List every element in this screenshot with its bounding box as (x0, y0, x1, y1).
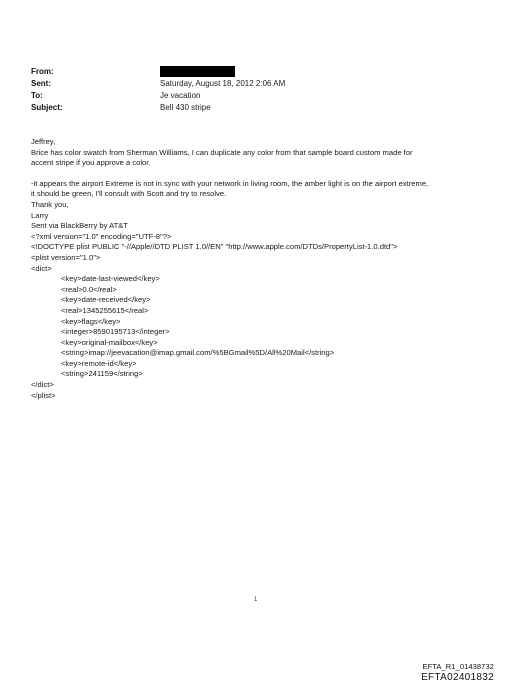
greeting: Jeffrey, (31, 137, 56, 146)
sent-via-line: Sent via BlackBerry by AT&T (31, 221, 128, 231)
dict-close-tag: </dict> (31, 380, 54, 390)
to-label: To: (31, 91, 43, 100)
plist-close-tag: </plist> (31, 390, 56, 400)
plist-line: <real>1345255615</real> (61, 305, 149, 315)
subject-label: Subject: (31, 103, 63, 112)
redaction-box (160, 66, 235, 77)
plist-line: <key>date-last-viewed</key> (61, 274, 160, 284)
thanks-line: Thank you, (31, 199, 69, 209)
plist-line: <real>0.0</real> (61, 284, 117, 294)
sent-label: Sent: (31, 79, 51, 88)
from-label: From: (31, 67, 54, 76)
body-line: it should be green, I'll consult with Scott and try to resolve. (31, 189, 227, 199)
body-line: -it appears the airport Extreme is not in sync with your network in living room, the amber light is on the airport extreme, (31, 178, 429, 188)
plist-line: <integer>8590195713</integer> (61, 327, 170, 337)
from-row (31, 66, 471, 78)
plist-line: <key>original-mailbox</key> (61, 337, 158, 347)
email-header (31, 66, 471, 114)
email-body (31, 137, 481, 401)
plist-line: <string>241159</string> (61, 369, 143, 379)
sent-value: Saturday, August 18, 2012 2:06 AM (160, 79, 286, 88)
body-line: Brice has color swatch from Sherman Williams, I can duplicate any color from that sample board custom made for (31, 147, 413, 157)
plist-line: <key>remote-id</key> (61, 358, 137, 368)
subject-row (31, 102, 471, 114)
plist-xml-declaration: <?xml version="1.0" encoding="UTF-8"?> (31, 231, 172, 241)
dict-open-tag: <dict> (31, 263, 52, 273)
document-reference-large: EFTA02401832 (421, 672, 494, 683)
to-row (31, 90, 471, 102)
page-number: 1 (254, 597, 258, 603)
subject-value: Bell 430 stripe (160, 103, 211, 112)
plist-line: <string>imap://jeevacation@imap.gmail.com/%5BGmail%5D/All%20Mail</string> (61, 348, 335, 358)
plist-open-tag: <plist version="1.0"> (31, 252, 101, 262)
sent-row (31, 78, 471, 90)
plist-line: <key>date-received</key> (61, 295, 151, 305)
from-value (160, 66, 471, 78)
document-reference-small: EFTA_R1_01438732 (422, 662, 494, 671)
body-line: accent stripe if you approve a color. (31, 158, 151, 168)
signature: Larry (31, 210, 49, 220)
to-value: Je vacation (160, 91, 201, 100)
plist-doctype: <!DOCTYPE plist PUBLIC "-//Apple//DTD PLIST 1.0//EN" "http://www.apple.com/DTDs/PropertyList-1.0.dtd"> (31, 242, 398, 252)
paragraph-gap (31, 169, 481, 179)
plist-line: <key>flags</key> (61, 316, 121, 326)
